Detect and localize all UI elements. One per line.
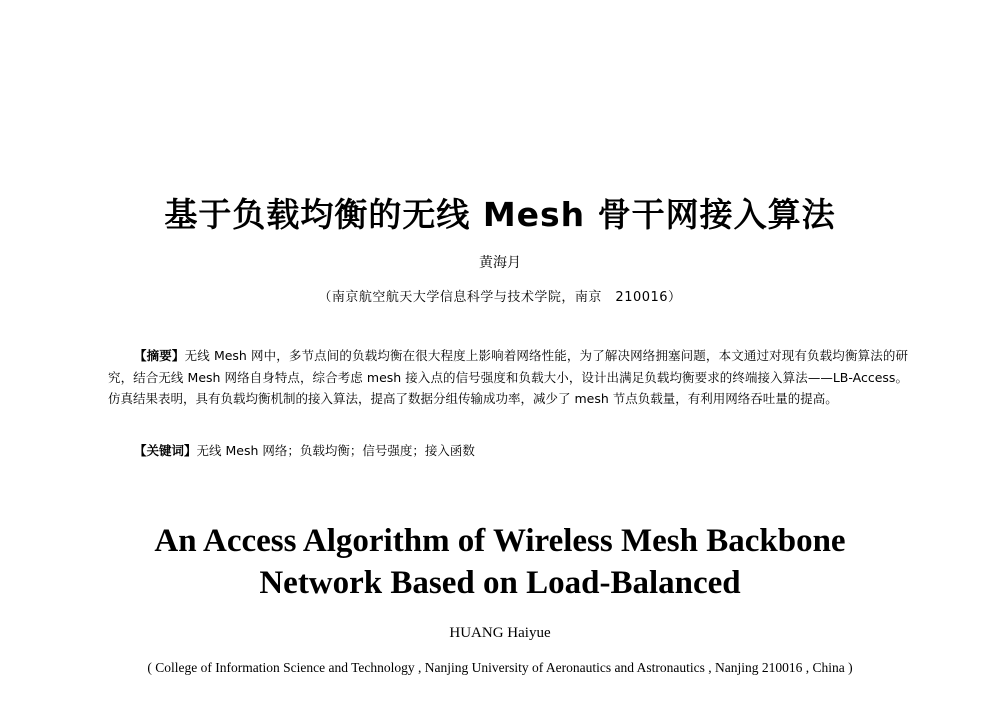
keywords-label: 【关键词】 [134,443,197,458]
chinese-author: 黄海月 [479,255,521,271]
keywords-text: 无线 Mesh 网络；负载均衡；信号强度；接入函数 [196,443,475,458]
chinese-keywords [134,440,475,461]
chinese-affiliation: （南京航空航天大学信息科学与技术学院，南京 210016） [318,290,682,305]
english-title-line-1: An Access Algorithm of Wireless Mesh Backbone [154,523,846,559]
english-title-line-2: Network Based on Load-Balanced [259,565,741,601]
abstract-text: 无线 Mesh 网中，多节点间的负载均衡在很大程度上影响着网络性能，为了解决网络拥塞问题，本文通过对现有负载均衡算法的研究，结合无线 Mesh 网络自身特点，综合考虑 mesh 接入点的信号强度和负载大小，设计出满足负载均衡要求的终端接入算法——LB-Access。仿真结果表明，具有负载均衡机制的接入算法，提高了数据分组传输成功率，减少了 mesh 节点负载量，有利用网络吞吐量的提高。 [108,348,908,406]
english-affiliation: ( College of Information Science and Technology , Nanjing University of Aeronautics and Astronautics , Nanjing 210016 , China ) [147,660,853,675]
english-author: HUANG Haiyue [449,625,551,641]
abstract-label: 【摘要】 [134,348,185,363]
english-title [0,520,1000,604]
chinese-abstract [108,345,908,410]
chinese-title: 基于负载均衡的无线 Mesh 骨干网接入算法 [164,195,836,234]
